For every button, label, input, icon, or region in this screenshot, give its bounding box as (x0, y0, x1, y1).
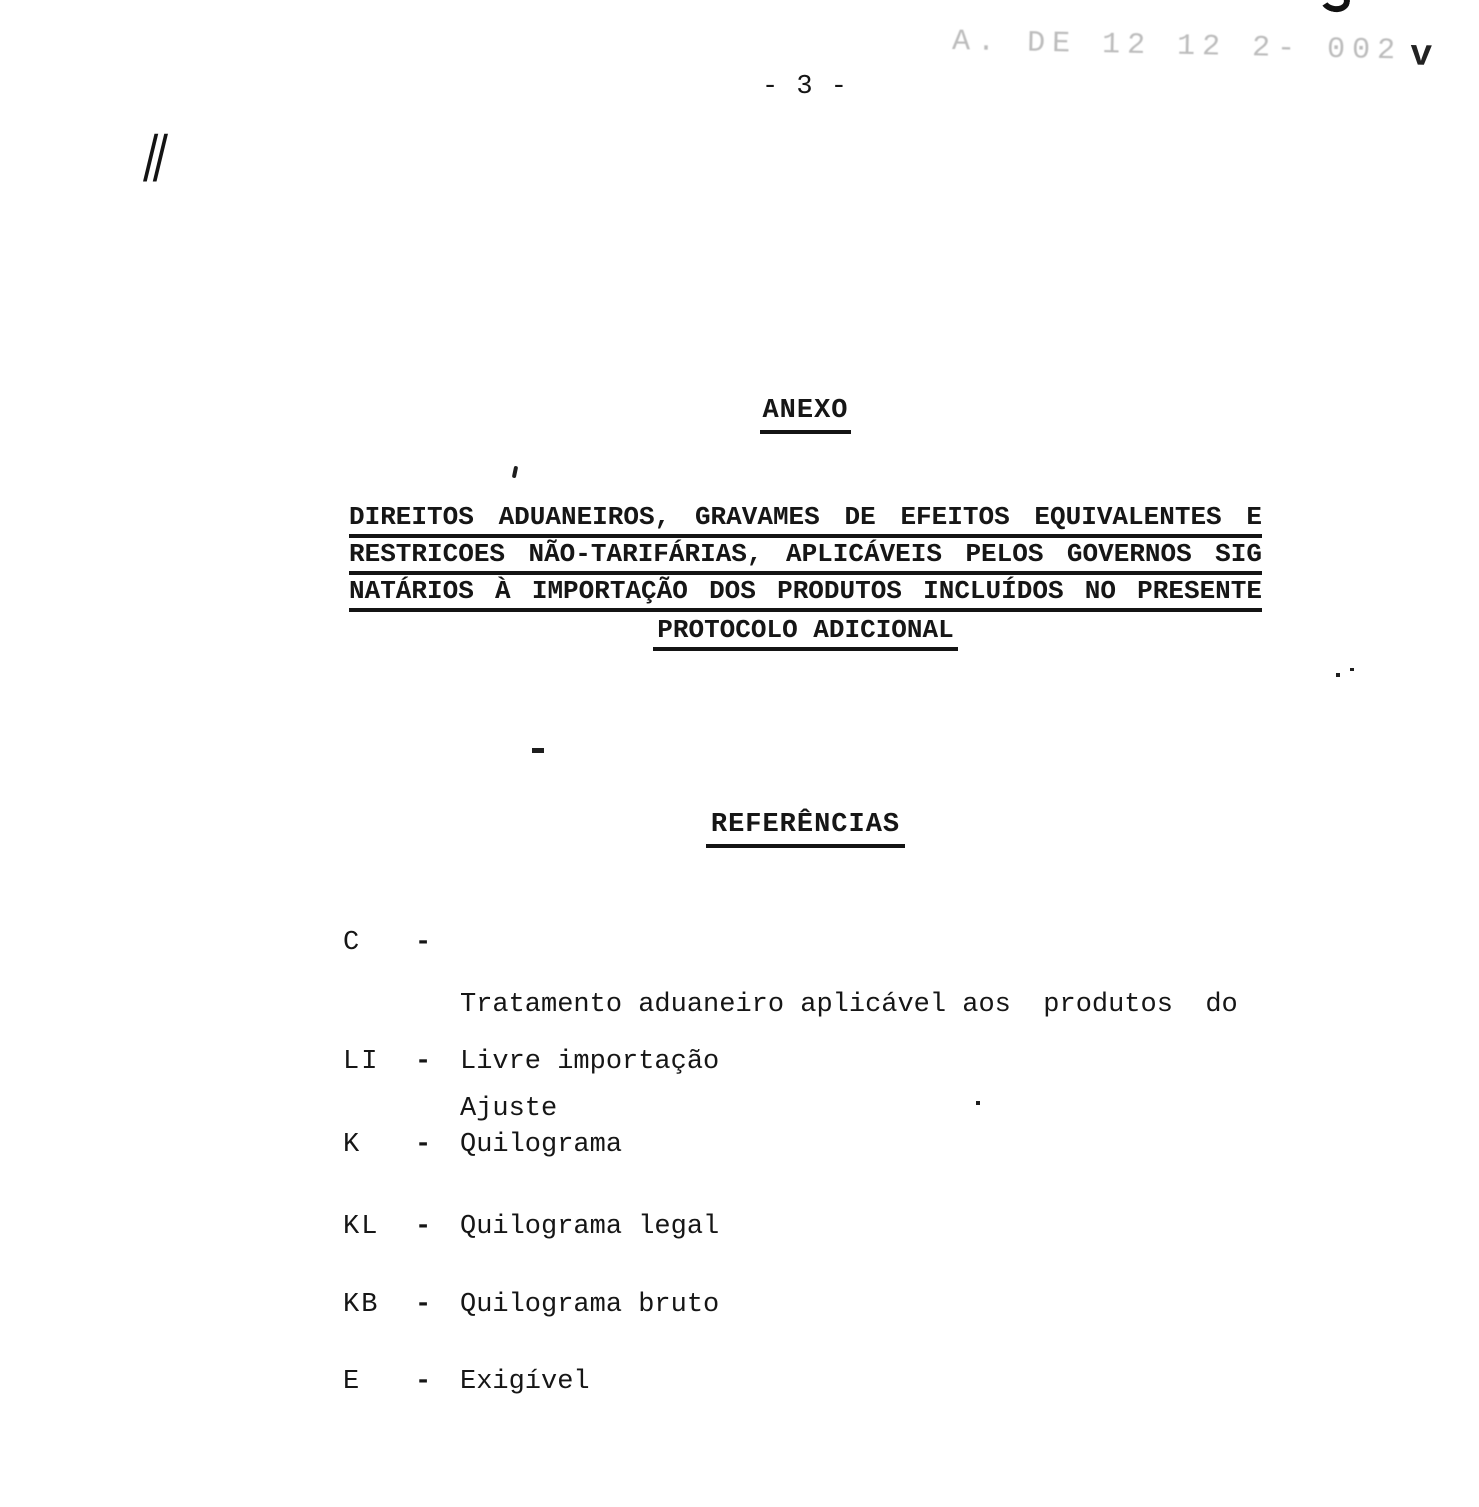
reference-row (343, 1212, 1262, 1243)
reference-row (343, 1290, 1262, 1321)
heading-line-1: DIREITOS ADUANEIROS, GRAVAMES DE EFEITOS EQUIVALENTES E (349, 503, 1262, 538)
heading-line-4: PROTOCOLO ADICIONAL (349, 614, 1262, 654)
reference-desc: Quilograma (460, 1130, 623, 1160)
document-heading (349, 503, 1262, 656)
page-number: - 3 - (762, 72, 849, 102)
references-title: REFERÊNCIAS (706, 810, 905, 848)
noise-speck (1350, 668, 1354, 671)
noise-speck (512, 466, 518, 479)
reference-desc: Quilograma legal (460, 1212, 720, 1242)
noise-speck (532, 748, 544, 753)
handwritten-slashes: // (143, 122, 163, 190)
anexo-title: ANEXO (760, 396, 850, 434)
reference-desc: Tratamento aduaneiro aplicável aos produtos do Ajuste (460, 990, 1238, 1124)
reference-row (343, 1367, 1262, 1398)
reference-desc: Livre importação (460, 1047, 720, 1077)
reference-row (343, 1047, 1262, 1078)
reference-code: KL (343, 1212, 380, 1242)
reference-row (343, 1130, 1262, 1161)
reference-code: C (343, 928, 362, 958)
anexo-section (349, 396, 1262, 434)
reference-code: E (343, 1367, 362, 1397)
noise-speck (1336, 673, 1340, 677)
reference-dash: - (415, 1047, 432, 1077)
reference-dash: - (415, 1367, 432, 1397)
reference-code: K (343, 1130, 362, 1160)
heading-line-3: NATÁRIOS À IMPORTAÇÃO DOS PRODUTOS INCLUÍDOS NO PRESENTE (349, 577, 1262, 612)
reference-dash: - (415, 1290, 432, 1320)
annotation-tick-mark: v (1409, 34, 1433, 78)
partial-glyph-arc (1318, 0, 1352, 15)
reference-dash: - (415, 928, 432, 958)
reference-desc: Exigível (460, 1367, 590, 1397)
reference-code: KB (343, 1290, 380, 1320)
stamp-annotation-text: A. DE 12 12 2- 002 (951, 24, 1403, 69)
heading-line-2: RESTRICOES NÃO-TARIFÁRIAS, APLICÁVEIS PELOS GOVERNOS SIG (349, 540, 1262, 575)
references-section (349, 810, 1262, 848)
reference-dash: - (415, 1212, 432, 1242)
reference-code: LI (343, 1047, 380, 1077)
reference-dash: - (415, 1130, 432, 1160)
reference-desc: Quilograma bruto (460, 1290, 720, 1320)
stamp-annotation (952, 25, 1433, 77)
